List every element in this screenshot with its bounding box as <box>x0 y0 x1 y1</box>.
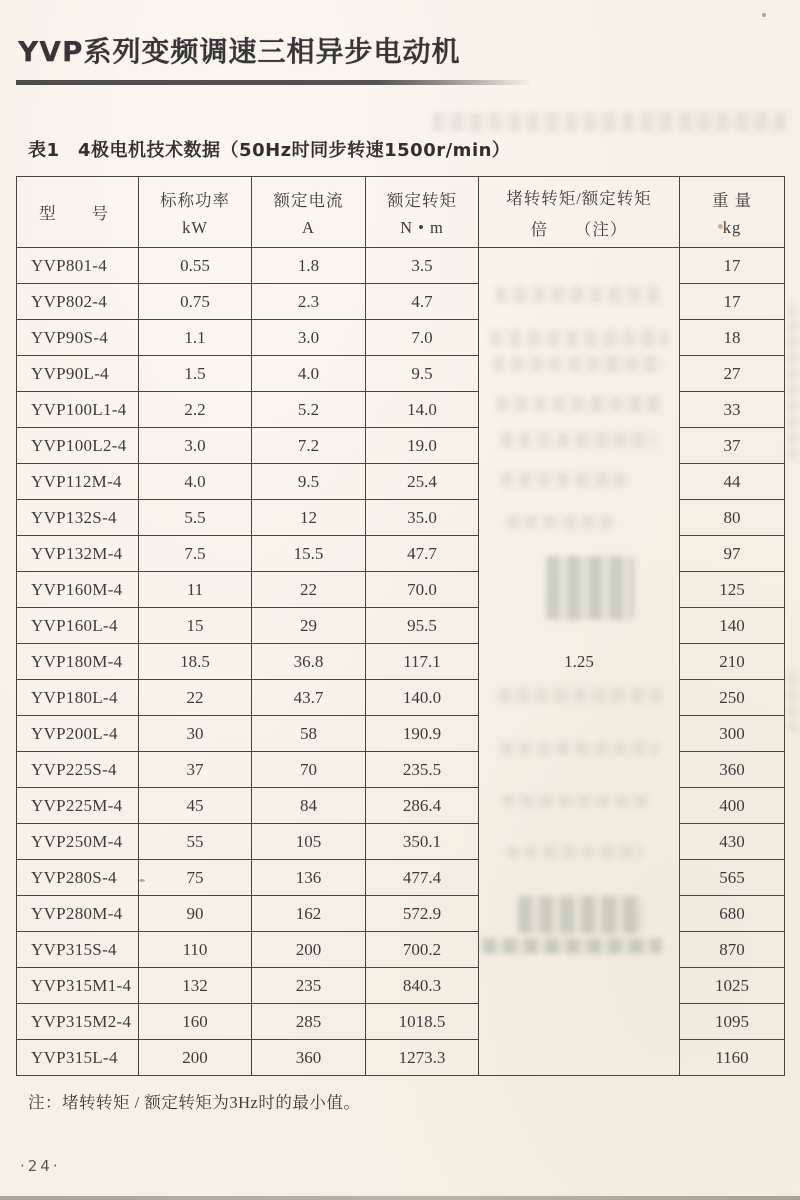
cell-current: 235 <box>252 968 366 1004</box>
cell-weight: 1095 <box>680 1004 785 1040</box>
cell-power: 200 <box>139 1040 252 1076</box>
cell-current: 58 <box>252 716 366 752</box>
cell-current: 360 <box>252 1040 366 1076</box>
cell-current: 4.0 <box>252 356 366 392</box>
cell-weight: 97 <box>680 536 785 572</box>
cell-power: 37 <box>139 752 252 788</box>
column-label: 重 量 <box>711 190 753 210</box>
cell-power: 11 <box>139 572 252 608</box>
cell-model: YVP280M-4 <box>17 896 139 932</box>
cell-current: 70 <box>252 752 366 788</box>
column-label: 标称功率 <box>160 190 230 210</box>
cell-model: YVP180M-4 <box>17 644 139 680</box>
bleed-through-smudge <box>495 286 663 303</box>
cell-model: YVP225M-4 <box>17 788 139 824</box>
column-unit: 倍 （注） <box>530 219 628 239</box>
cell-torque: 190.9 <box>366 716 479 752</box>
cell-power: 7.5 <box>139 536 252 572</box>
cell-current: 15.5 <box>252 536 366 572</box>
cell-power: 2.2 <box>139 392 252 428</box>
cell-power: 90 <box>139 896 252 932</box>
cell-torque: 350.1 <box>366 824 479 860</box>
bleed-through-smudge <box>506 515 614 529</box>
cell-current: 12 <box>252 500 366 536</box>
cell-weight: 17 <box>680 284 785 320</box>
cell-torque: 95.5 <box>366 608 479 644</box>
cell-weight: 33 <box>680 392 785 428</box>
cell-weight: 1160 <box>680 1040 785 1076</box>
cell-model: YVP315L-4 <box>17 1040 139 1076</box>
cell-model: YVP315M2-4 <box>17 1004 139 1040</box>
bleed-through-smudge <box>496 396 660 412</box>
cell-weight: 140 <box>680 608 785 644</box>
cell-current: 36.8 <box>252 644 366 680</box>
cell-model: YVP132S-4 <box>17 500 139 536</box>
cell-power: 15 <box>139 608 252 644</box>
paper-speck <box>762 13 766 17</box>
column-header-locked-rotor-ratio <box>479 177 680 248</box>
cell-weight: 565 <box>680 860 785 896</box>
cell-model: YVP160L-4 <box>17 608 139 644</box>
table-caption: 表1 4极电机技术数据（50Hz时同步转速1500r/min） <box>28 140 511 161</box>
cell-torque: 4.7 <box>366 284 479 320</box>
cell-current: 3.0 <box>252 320 366 356</box>
bleed-through-smudge <box>500 742 658 755</box>
cell-model: YVP112M-4 <box>17 464 139 500</box>
footnote: 注：堵转转矩 / 额定转矩为3Hz时的最小值。 <box>28 1093 361 1112</box>
cell-power: 45 <box>139 788 252 824</box>
column-header-rated-power <box>139 177 252 248</box>
cell-current: 136 <box>252 860 366 896</box>
bleed-through-smudge <box>498 688 662 703</box>
cell-current: 29 <box>252 608 366 644</box>
column-label: 堵转转矩/额定转矩 <box>506 188 652 208</box>
cell-torque: 477.4 <box>366 860 479 896</box>
cell-weight: 27 <box>680 356 785 392</box>
cell-weight: 680 <box>680 896 785 932</box>
cell-weight: 360 <box>680 752 785 788</box>
bleed-through-smudge <box>518 896 644 934</box>
cell-weight: 18 <box>680 320 785 356</box>
cell-torque: 9.5 <box>366 356 479 392</box>
bleed-through-smudge <box>787 300 797 460</box>
cell-torque: 700.2 <box>366 932 479 968</box>
cell-model: YVP225S-4 <box>17 752 139 788</box>
cell-weight: 430 <box>680 824 785 860</box>
cell-power: 0.55 <box>139 248 252 284</box>
scan-bottom-edge <box>0 1196 800 1200</box>
cell-power: 55 <box>139 824 252 860</box>
cell-torque: 140.0 <box>366 680 479 716</box>
cell-power: 0.75 <box>139 284 252 320</box>
cell-model: YVP200L-4 <box>17 716 139 752</box>
page-title: YVP系列变频调速三相异步电动机 <box>18 35 461 68</box>
bleed-through-smudge <box>492 356 664 372</box>
cell-torque: 25.4 <box>366 464 479 500</box>
cell-power: 160 <box>139 1004 252 1040</box>
column-label: 型 号 <box>39 204 109 223</box>
cell-torque: 572.9 <box>366 896 479 932</box>
column-header-model <box>17 177 139 248</box>
bleed-through-smudge <box>546 556 634 620</box>
column-header-rated-current <box>252 177 366 248</box>
cell-model: YVP100L1-4 <box>17 392 139 428</box>
column-unit: A <box>302 217 315 237</box>
cell-weight: 1025 <box>680 968 785 1004</box>
column-unit: kg <box>722 217 742 237</box>
column-header-weight <box>680 177 785 248</box>
cell-torque: 235.5 <box>366 752 479 788</box>
cell-power: 3.0 <box>139 428 252 464</box>
cell-model: YVP90S-4 <box>17 320 139 356</box>
cell-current: 162 <box>252 896 366 932</box>
cell-current: 7.2 <box>252 428 366 464</box>
cell-power: 22 <box>139 680 252 716</box>
motor-data-table <box>16 176 785 1076</box>
cell-weight: 80 <box>680 500 785 536</box>
cell-torque: 19.0 <box>366 428 479 464</box>
cell-power: 18.5 <box>139 644 252 680</box>
bleed-through-smudge <box>432 112 788 132</box>
cell-torque: 117.1 <box>366 644 479 680</box>
cell-power: 4.0 <box>139 464 252 500</box>
bleed-through-smudge <box>502 795 650 807</box>
cell-current: 9.5 <box>252 464 366 500</box>
cell-weight: 870 <box>680 932 785 968</box>
cell-current: 1.8 <box>252 248 366 284</box>
cell-model: YVP90L-4 <box>17 356 139 392</box>
table-body <box>17 248 785 1076</box>
bleed-through-smudge <box>500 472 626 487</box>
cell-torque: 47.7 <box>366 536 479 572</box>
cell-current: 285 <box>252 1004 366 1040</box>
cell-power: 132 <box>139 968 252 1004</box>
cell-weight: 44 <box>680 464 785 500</box>
cell-torque: 1018.5 <box>366 1004 479 1040</box>
cell-torque: 286.4 <box>366 788 479 824</box>
cell-power: 5.5 <box>139 500 252 536</box>
bleed-through-smudge <box>500 432 656 448</box>
cell-model: YVP180L-4 <box>17 680 139 716</box>
page-number: ·24· <box>20 1157 61 1175</box>
cell-weight: 400 <box>680 788 785 824</box>
cell-torque: 35.0 <box>366 500 479 536</box>
cell-power: 75 <box>139 860 252 896</box>
cell-power: 1.5 <box>139 356 252 392</box>
bleed-through-smudge <box>482 938 662 954</box>
cell-current: 22 <box>252 572 366 608</box>
column-header-rated-torque <box>366 177 479 248</box>
column-label: 额定转矩 <box>387 190 457 210</box>
cell-torque: 840.3 <box>366 968 479 1004</box>
cell-model: YVP132M-4 <box>17 536 139 572</box>
table-header-row <box>17 177 785 248</box>
table-row <box>17 248 785 284</box>
cell-weight: 37 <box>680 428 785 464</box>
cell-model: YVP100L2-4 <box>17 428 139 464</box>
cell-locked-rotor-ratio: 1.25 <box>479 248 680 1076</box>
cell-current: 43.7 <box>252 680 366 716</box>
cell-weight: 300 <box>680 716 785 752</box>
cell-torque: 14.0 <box>366 392 479 428</box>
cell-current: 105 <box>252 824 366 860</box>
cell-torque: 70.0 <box>366 572 479 608</box>
cell-model: YVP802-4 <box>17 284 139 320</box>
title-rule-divider <box>16 80 532 85</box>
cell-power: 30 <box>139 716 252 752</box>
cell-model: YVP315S-4 <box>17 932 139 968</box>
cell-power: 1.1 <box>139 320 252 356</box>
bleed-through-smudge <box>506 846 644 858</box>
cell-weight: 210 <box>680 644 785 680</box>
cell-weight: 250 <box>680 680 785 716</box>
bleed-through-smudge <box>490 330 668 347</box>
cell-torque: 3.5 <box>366 248 479 284</box>
cell-current: 5.2 <box>252 392 366 428</box>
column-label: 额定电流 <box>273 190 344 210</box>
cell-weight: 125 <box>680 572 785 608</box>
column-unit: kW <box>182 217 208 237</box>
cell-model: YVP160M-4 <box>17 572 139 608</box>
cell-power: 110 <box>139 932 252 968</box>
cell-current: 200 <box>252 932 366 968</box>
column-unit: N • m <box>400 217 444 237</box>
cell-model: YVP801-4 <box>17 248 139 284</box>
cell-model: YVP280S-4 <box>17 860 139 896</box>
cell-current: 2.3 <box>252 284 366 320</box>
cell-torque: 1273.3 <box>366 1040 479 1076</box>
cell-model: YVP250M-4 <box>17 824 139 860</box>
cell-weight: 17 <box>680 248 785 284</box>
cell-torque: 7.0 <box>366 320 479 356</box>
cell-model: YVP315M1-4 <box>17 968 139 1004</box>
paper-speck <box>718 224 723 229</box>
paper-speck <box>139 879 145 882</box>
bleed-through-smudge <box>787 668 797 732</box>
cell-current: 84 <box>252 788 366 824</box>
